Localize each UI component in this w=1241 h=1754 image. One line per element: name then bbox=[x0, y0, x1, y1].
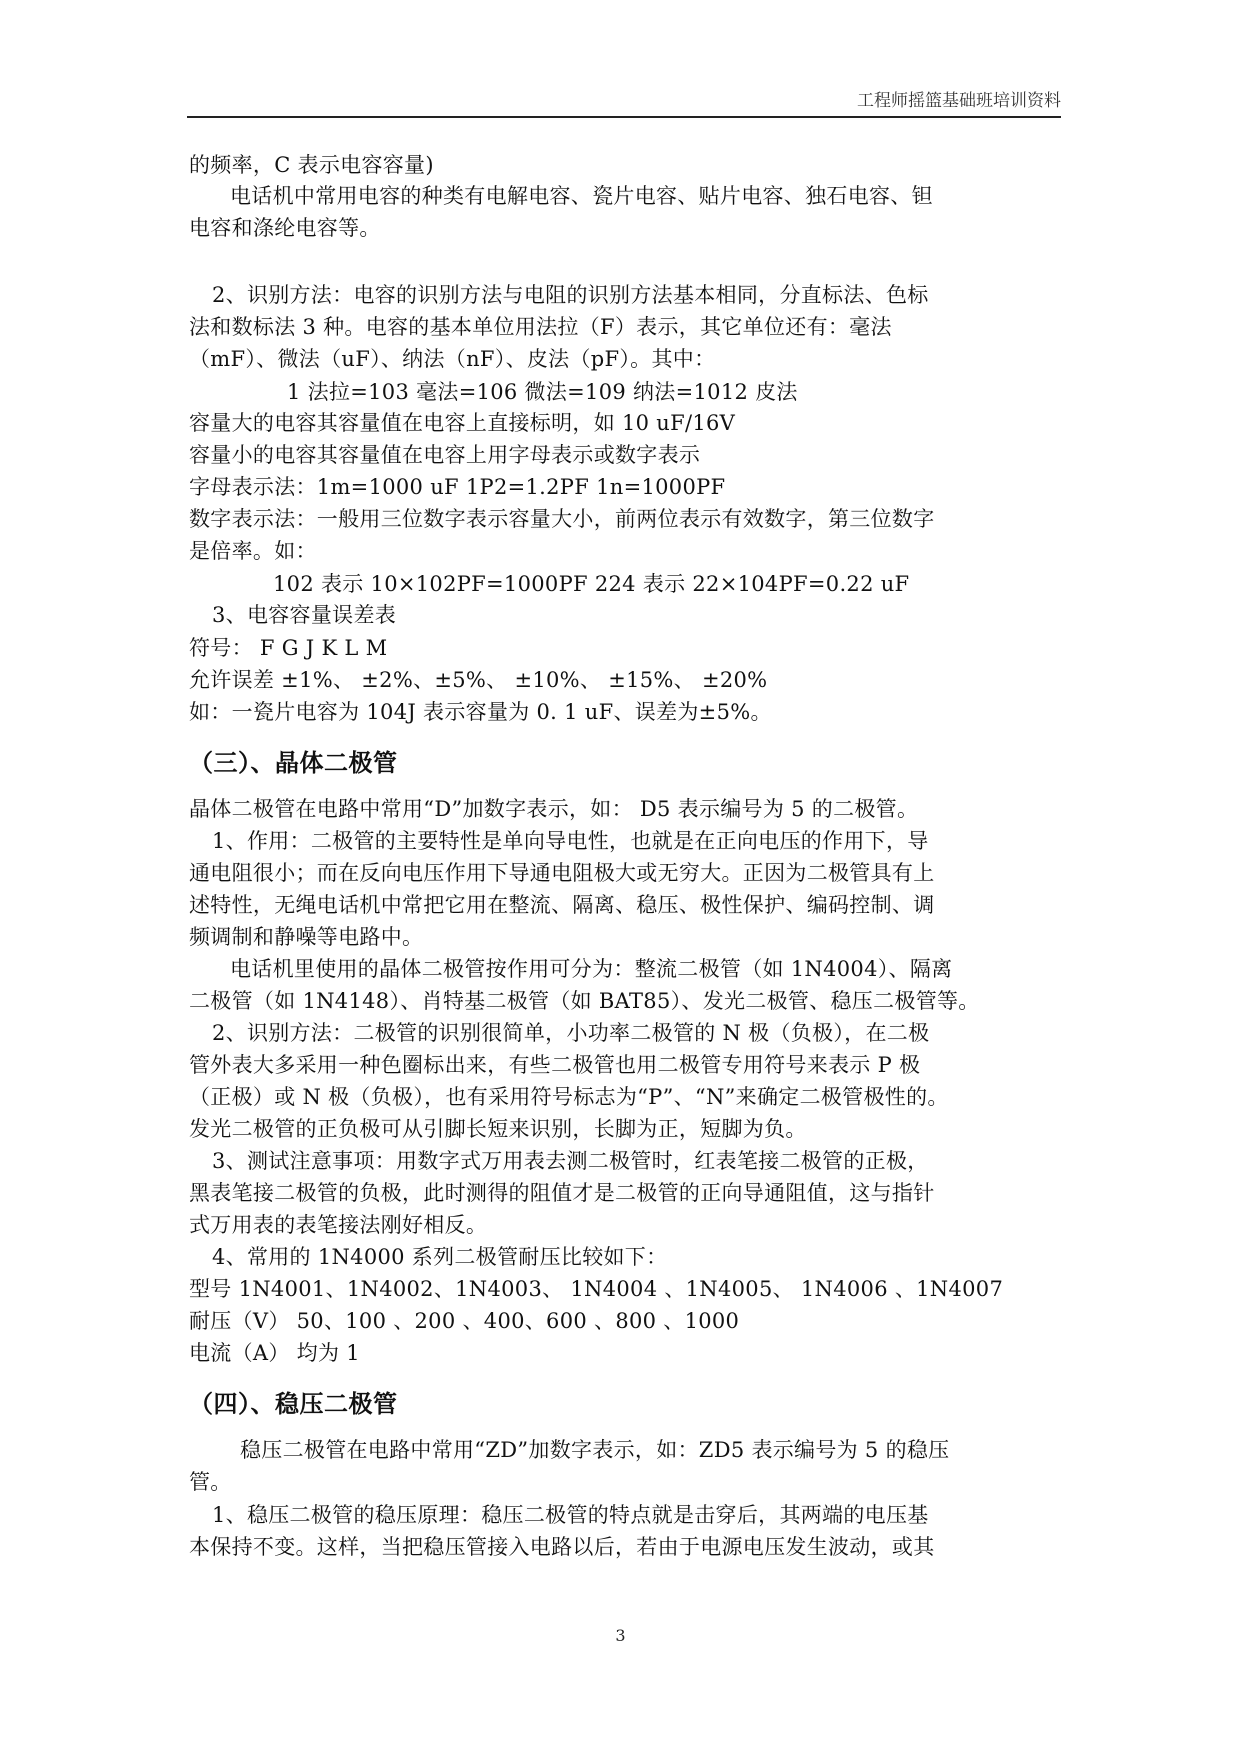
body-line: 3、电容容量误差表 bbox=[212, 603, 397, 627]
body-line: （mF）、微法（uF）、纳法（nF）、皮法（pF）。其中： bbox=[189, 347, 716, 371]
page-header-title: 工程师摇篮基础班培训资料 bbox=[857, 91, 1061, 111]
body-line: 3、测试注意事项：用数字式万用表去测二极管时，红表笔接二极管的正极， bbox=[212, 1149, 929, 1173]
body-line: 通电阻很小；而在反向电压作用下导通电阻极大或无穷大。正因为二极管具有上 bbox=[189, 861, 935, 885]
body-line: 如：一瓷片电容为 104J 表示容量为 0. 1 uF、误差为±5%。 bbox=[189, 700, 772, 724]
body-line: 的频率，C 表示电容容量) bbox=[189, 153, 434, 177]
body-line: 型号 1N4001、1N4002、1N4003、 1N4004 、1N4005、 1N4006 、1N4007 bbox=[189, 1277, 1004, 1301]
body-line: 管。 bbox=[189, 1470, 232, 1494]
page-number: 3 bbox=[615, 1626, 626, 1645]
body-line: 是倍率。如： bbox=[189, 539, 317, 563]
body-line: 管外表大多采用一种色圈标出来，有些二极管也用二极管专用符号来表示 P 极 bbox=[189, 1053, 921, 1077]
body-line: 4、常用的 1N4000 系列二极管耐压比较如下： bbox=[212, 1245, 668, 1269]
body-line: 二极管（如 1N4148）、肖特基二极管（如 BAT85）、发光二极管、稳压二极管等。 bbox=[189, 989, 980, 1013]
body-line: 符号： F G J K L M bbox=[189, 636, 388, 660]
body-line: 允许误差 ±1%、 ±2%、±5%、 ±10%、 ±15%、 ±20% bbox=[189, 668, 768, 692]
body-line: 电话机中常用电容的种类有电解电容、瓷片电容、贴片电容、独石电容、钽 bbox=[230, 184, 933, 208]
body-line: 电流（A） 均为 1 bbox=[189, 1341, 360, 1365]
body-line: （正极）或 N 极（负极），也有采用符号标志为“P”、“N”来确定二极管极性的。 bbox=[189, 1085, 949, 1109]
body-line: 电话机里使用的晶体二极管按作用可分为：整流二极管（如 1N4004）、隔离 bbox=[230, 957, 953, 981]
body-line: 黑表笔接二极管的负极，此时测得的阻值才是二极管的正向导通阻值，这与指针 bbox=[189, 1181, 935, 1205]
body-line: 字母表示法：1m=1000 uF 1P2=1.2PF 1n=1000PF bbox=[189, 475, 726, 499]
body-line: 数字表示法：一般用三位数字表示容量大小，前两位表示有效数字，第三位数字 bbox=[189, 507, 935, 531]
body-line: 2、识别方法：电容的识别方法与电阻的识别方法基本相同，分直标法、色标 bbox=[212, 283, 929, 307]
body-line: 晶体二极管在电路中常用“D”加数字表示，如： D5 表示编号为 5 的二极管。 bbox=[189, 797, 919, 821]
body-line: 容量小的电容其容量值在电容上用字母表示或数字表示 bbox=[189, 443, 701, 467]
body-line: 发光二极管的正负极可从引脚长短来识别，长脚为正，短脚为负。 bbox=[189, 1117, 807, 1141]
body-line: 电容和涤纶电容等。 bbox=[189, 216, 381, 240]
body-line: 1、作用：二极管的主要特性是单向导电性，也就是在正向电压的作用下，导 bbox=[212, 829, 929, 853]
section-heading: （三）、晶体二极管 bbox=[189, 749, 398, 777]
body-line: 1、稳压二极管的稳压原理：稳压二极管的特点就是击穿后，其两端的电压基 bbox=[212, 1503, 929, 1527]
header-rule bbox=[187, 116, 1061, 118]
body-line: 1 法拉=103 毫法=106 微法=109 纳法=1012 皮法 bbox=[287, 380, 798, 404]
body-line: 稳压二极管在电路中常用“ZD”加数字表示，如：ZD5 表示编号为 5 的稳压 bbox=[240, 1438, 950, 1462]
body-line: 102 表示 10×102PF=1000PF 224 表示 22×104PF=0.22 uF bbox=[273, 572, 910, 596]
section-heading: （四）、稳压二极管 bbox=[189, 1390, 398, 1418]
body-line: 耐压（V） 50、100 、200 、400、600 、800 、1000 bbox=[189, 1309, 740, 1333]
body-line: 2、识别方法：二极管的识别很简单，小功率二极管的 N 极（负极），在二极 bbox=[212, 1021, 930, 1045]
body-line: 容量大的电容其容量值在电容上直接标明，如 10 uF/16V bbox=[189, 411, 736, 435]
body-line: 述特性，无绳电话机中常把它用在整流、隔离、稳压、极性保护、编码控制、调 bbox=[189, 893, 935, 917]
body-line: 频调制和静噪等电路中。 bbox=[189, 925, 424, 949]
body-line: 式万用表的表笔接法刚好相反。 bbox=[189, 1213, 488, 1237]
body-line: 法和数标法 3 种。电容的基本单位用法拉（F）表示，其它单位还有：毫法 bbox=[189, 315, 892, 339]
body-line: 本保持不变。这样，当把稳压管接入电路以后，若由于电源电压发生波动，或其 bbox=[189, 1535, 935, 1559]
